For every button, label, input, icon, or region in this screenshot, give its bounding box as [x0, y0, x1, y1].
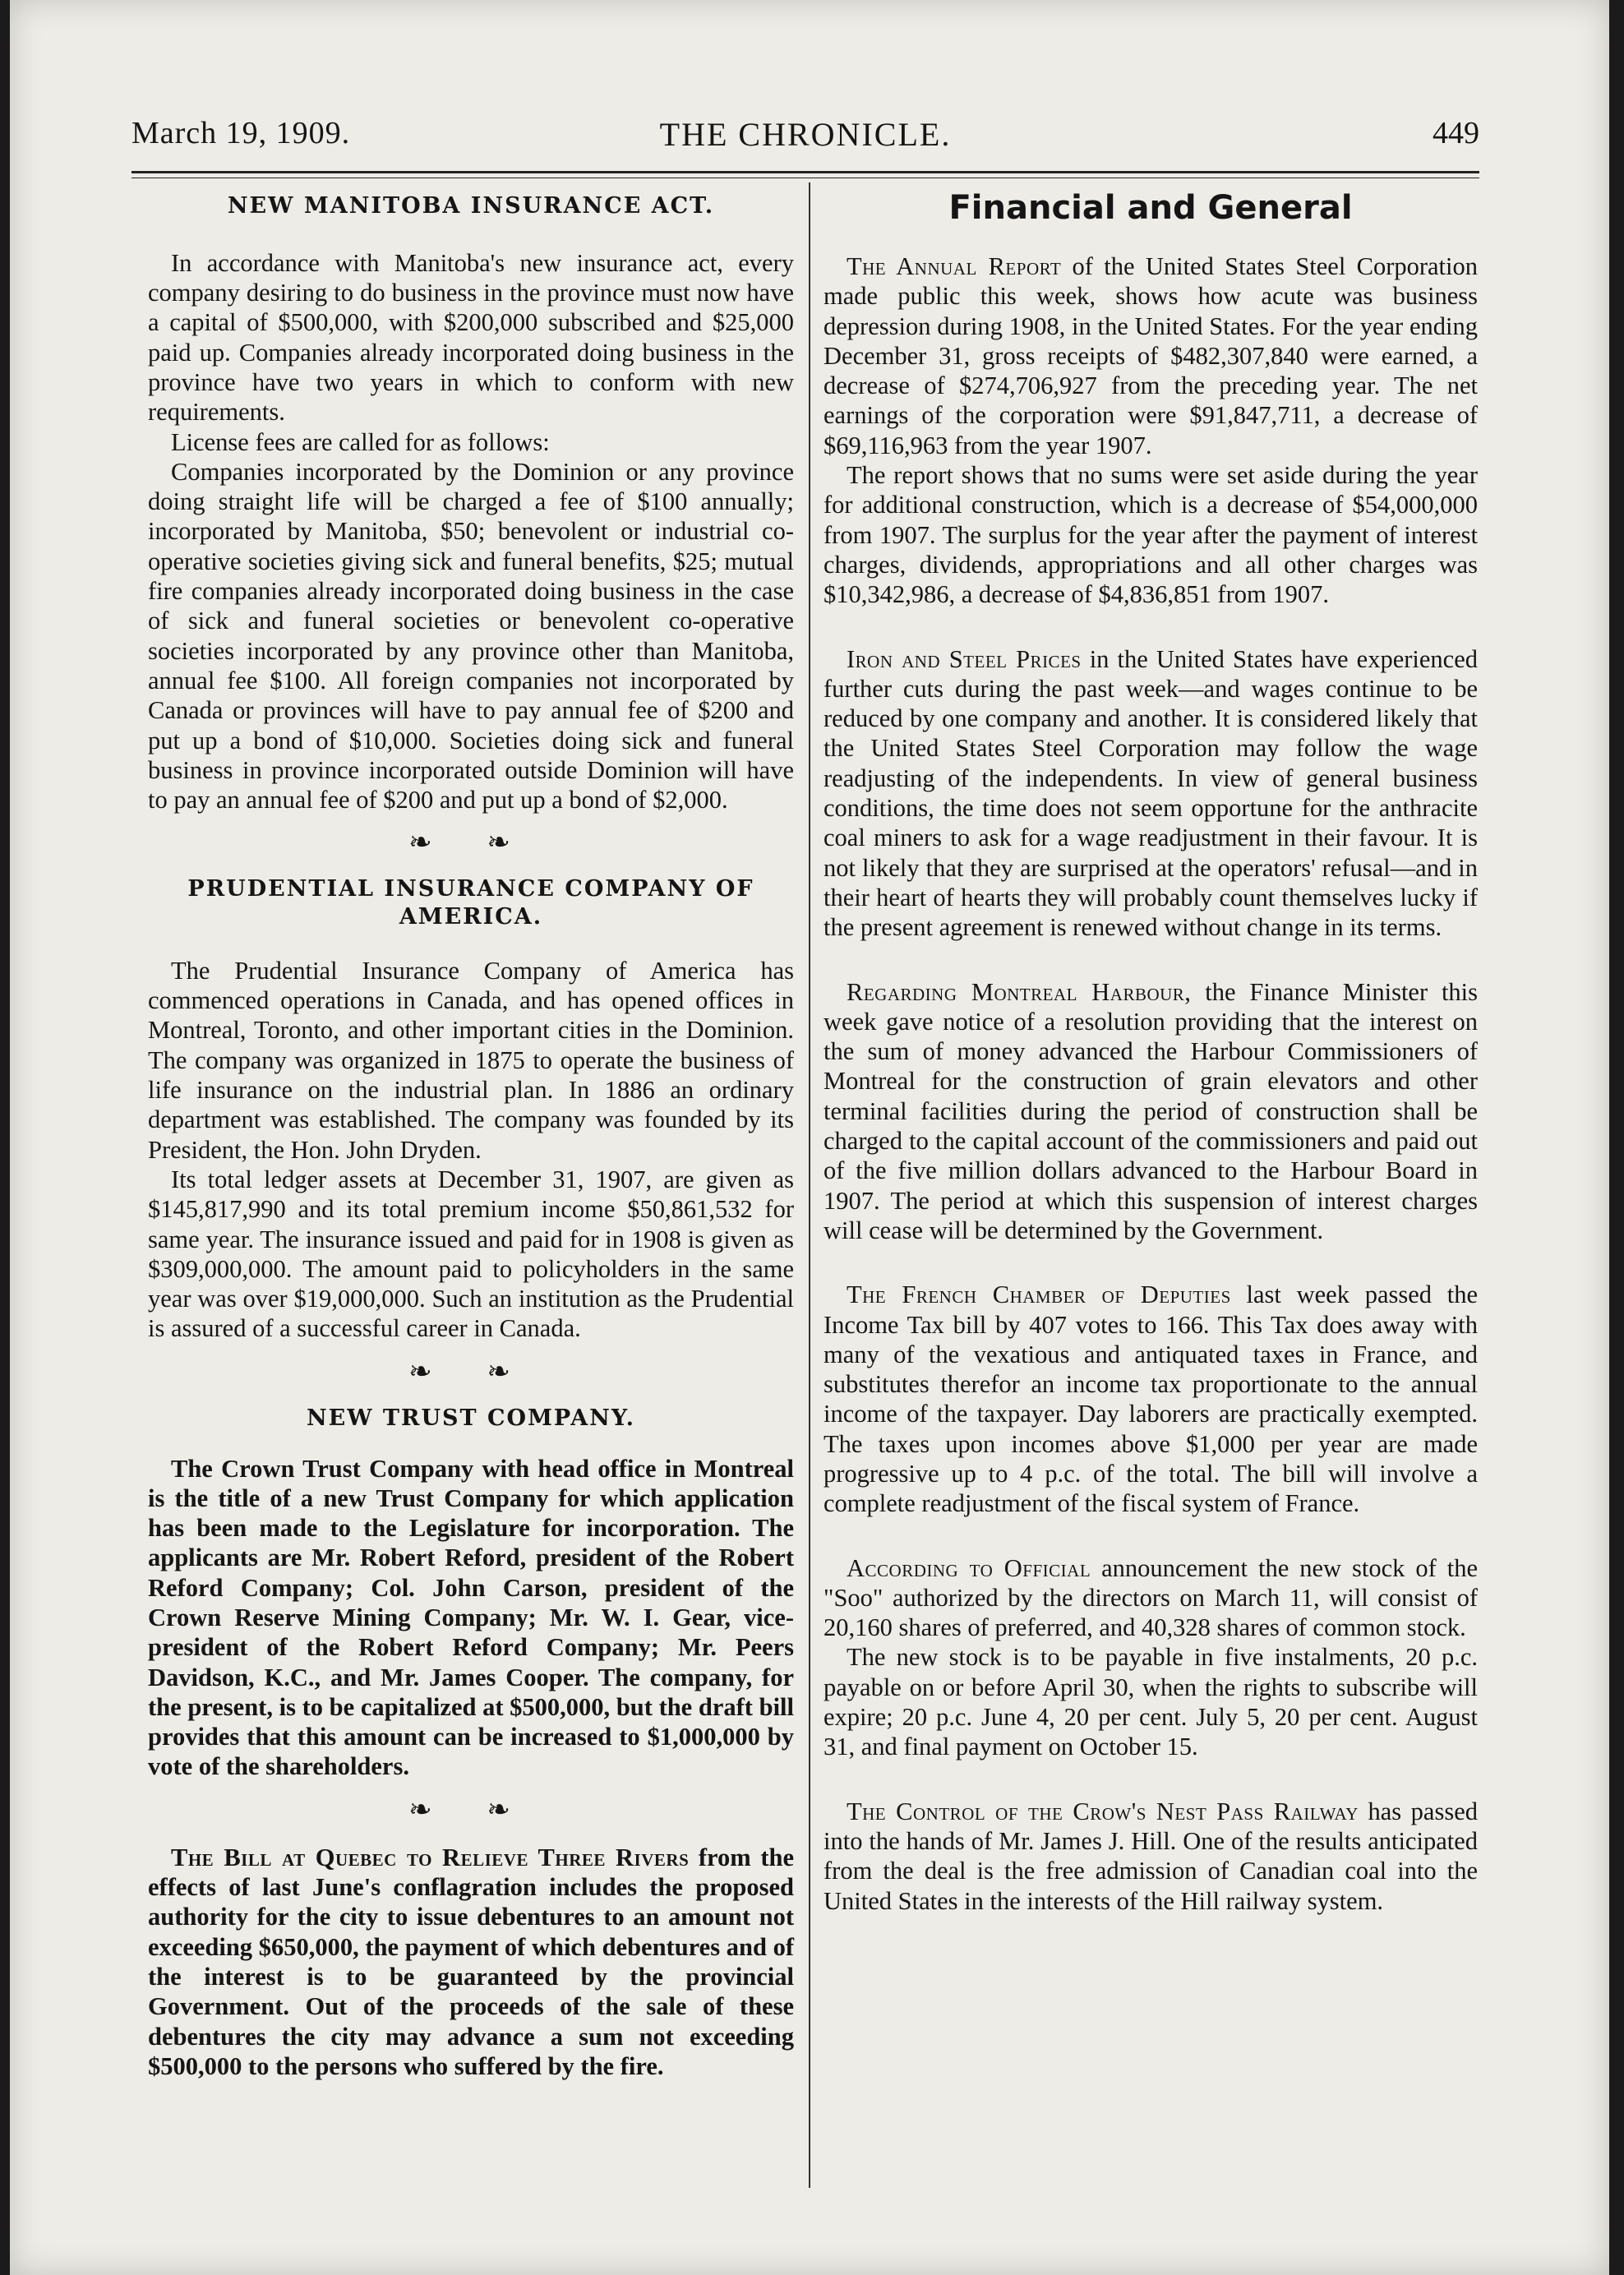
article-crows-nest — [824, 1797, 1478, 1916]
publication-title: THE CHRONICLE. — [659, 116, 952, 153]
article-text: from the effects of last June's conflagration includes the proposed authority for the city to issue debentures to an amount not exceeding $650,000, the payment of which debentures and of the interest is to be guaranteed by the provincial Government. Out of the proceeds of the sale of these debentures the city may advance a sum not exceeding $500,000 to the persons who suffered by the fire. — [148, 1843, 794, 2080]
article-us-steel — [824, 251, 1478, 610]
article-paragraph — [824, 977, 1478, 1246]
article-new-trust — [148, 1405, 794, 1782]
article-iron-steel-prices — [824, 644, 1478, 943]
article-paragraph: The report shows that no sums were set aside during the year for additional construction, which is a decrease of $54,000,000 from 1907. The surplus for the year after the payment of interest charges, dividends, appropriations and all other charges was $10,342,986, a decrease of $4,836,851 from 1907. — [824, 461, 1478, 609]
article-lead: The French Chamber of Deputies — [847, 1281, 1231, 1309]
article-lead: The Bill at Quebec to Relieve Three Rivers — [171, 1843, 690, 1871]
article-text: announcement the new stock of the "Soo" authorized by the directors on March 11, will consist of 20,160 shares of preferred, and 40,328 shares of common stock. — [824, 1553, 1479, 1642]
masthead — [131, 115, 1479, 164]
article-paragraph — [824, 1797, 1478, 1916]
article-paragraph: The new stock is to be payable in five instalments, 20 p.c. payable on or before April 30, when the rights to subscribe will expire; 20 p.c. June 4, 20 per cent. July 5, 20 per cent. August 31, and final payment on October 15. — [824, 1643, 1478, 1761]
article-manitoba — [148, 192, 794, 814]
ornament-divider: ❧ ❧ — [408, 1793, 533, 1826]
column-divider — [809, 182, 810, 2188]
article-paragraph — [148, 1843, 794, 2081]
article-montreal-harbour — [824, 977, 1478, 1246]
newspaper-page — [10, 0, 1609, 2275]
article-paragraph: Companies incorporated by the Dominion or any province doing straight life will be charged a fee of $100 annually; incorporated by Manitoba, $50; benevolent or industrial co-operative societies giving sick and funeral benefits, $25; mutual fire companies already incorporated doing business in the case of sick and funeral societies or benevolent co-operative societies incorporated by any province other than Manitoba, annual fee $100. All foreign companies not incorporated by Canada or provinces will have to pay annual fee of $200 and put up a bond of $10,000. Societies doing sick and funeral business in province incorporated outside Dominion will have to pay an annual fee of $200 and put up a bond of $2,000. — [148, 457, 794, 814]
article-lead: Iron and Steel Prices — [847, 644, 1082, 673]
section-heading: Financial and General — [948, 189, 1353, 227]
article-paragraph — [824, 1280, 1478, 1518]
article-paragraph: The Crown Trust Company with head office in Montreal is the title of a new Trust Company for which application has been made to the Legislature for incorporation. The applicants are Mr. Robert Reford, president of the Robert Reford Company; Col. John Carson, president of the Crown Reserve Mining Company; Mr. W. I. Gear, vice-president of the Robert Reford Company; Mr. Peers Davidson, K.C., and Mr. James Cooper. The company, for the present, is to be capitalized at $500,000, but the draft bill provides that this amount can be increased to $1,000,000 by vote of the shareholders. — [148, 1454, 794, 1781]
article-heading: PRUDENTIAL INSURANCE COMPANY OF AMERICA. — [187, 876, 754, 930]
article-lead: The Control of the Crow's Nest Pass Railway — [847, 1797, 1359, 1825]
article-paragraph: License fees are called for as follows: — [171, 427, 550, 456]
right-column — [824, 182, 1478, 1916]
article-paragraph: The Prudential Insurance Company of America has commenced operations in Canada, and has opened offices in Montreal, Toronto, and other important cities in the Dominion. The company was organized in 1875 to operate the business of life insurance on the industrial plan. In 1886 an ordinary department was established. The company was founded by its President, the Hon. John Dryden. — [148, 956, 794, 1164]
article-heading: NEW MANITOBA INSURANCE ACT. — [227, 193, 715, 219]
article-text: has passed into the hands of Mr. James J. Hill. One of the results anticipated from the deal is the free admission of Canadian coal into the United States in the interests of the Hill railway system. — [824, 1797, 1478, 1915]
left-column — [148, 182, 794, 2081]
article-text: of the United States Steel Corporation made public this week, shows how acute was business depression during 1908, in the United States. For the year ending December 31, gross receipts of $482,307,840 were earned, a decrease of $274,706,927 from the preceding year. The net earnings of the corporation were $91,847,711, a decrease of $69,116,963 from the year 1907. — [824, 252, 1479, 459]
ornament-divider: ❧ ❧ — [408, 1354, 533, 1388]
article-paragraph — [824, 1553, 1478, 1643]
article-heading: NEW TRUST COMPANY. — [306, 1405, 636, 1431]
article-soo-stock — [824, 1553, 1478, 1762]
ornament-divider: ❧ ❧ — [408, 826, 533, 860]
article-lead: According to Official — [847, 1553, 1091, 1582]
article-paragraph: Its total ledger assets at December 31, 1907, are given as $145,817,990 and its total premium income $50,861,532 for same year. The insurance issued and paid for in 1908 is given as $309,000,000. The amount paid to policyholders in the same year was over $19,000,000. Such an institution as the Prudential is assured of a successful career in Canada. — [148, 1165, 794, 1343]
article-paragraph — [824, 644, 1478, 943]
article-lead: The Annual Report — [847, 252, 1062, 280]
article-paragraph — [824, 251, 1478, 460]
article-prudential — [148, 875, 794, 1343]
page-number: 449 — [1433, 116, 1479, 150]
header-rule — [131, 171, 1479, 173]
article-french-chamber — [824, 1280, 1478, 1518]
article-text: last week passed the Income Tax bill by 407 votes to 166. This Tax does away with many of the vexatious and antiquated taxes in France, and substitutes therefor an income tax proportionate to the annual income of the taxpayer. Day laborers are practically exempted. The taxes upon incomes above $1,000 per year are made progressive up to 4 p.c. of the total. The bill will involve a complete readjustment of the fiscal system of France. — [824, 1281, 1479, 1518]
issue-date: March 19, 1909. — [131, 116, 351, 150]
article-quebec-bill — [148, 1843, 794, 2081]
article-text: in the United States have experienced further cuts during the past week—and wages continue to be reduced by one company and another. It is considered likely that the United States Steel Corporation may follow the wage readjusting of the independents. In view of general business conditions, the time does not seem opportune for the anthracite coal miners to ask for a wage readjustment in their favour. It is not likely that they are surprised at the operators' refusal—and in their heart of hearts they will probably count themselves lucky if the present agreement is renewed without change in its terms. — [824, 644, 1479, 942]
article-lead: Regarding Montreal Harbour, — [847, 977, 1192, 1006]
article-paragraph: In accordance with Manitoba's new insurance act, every company desiring to do business in the province must now have a capital of $500,000, with $200,000 subscribed and $25,000 paid up. Companies already incorporated doing business in the province have two years in which to conform with new requirements. — [148, 248, 794, 427]
article-text: the Finance Minister this week gave notice of a resolution providing that the interest on the sum of money advanced the Harbour Commissioners of Montreal for the construction of grain elevators and other terminal facilities during the period of construction shall be charged to the capital account of the commissioners and paid out of the five million dollars advanced to the Harbour Board in 1907. The period at which this suspension of interest charges will cease will be determined by the Government. — [824, 977, 1479, 1244]
